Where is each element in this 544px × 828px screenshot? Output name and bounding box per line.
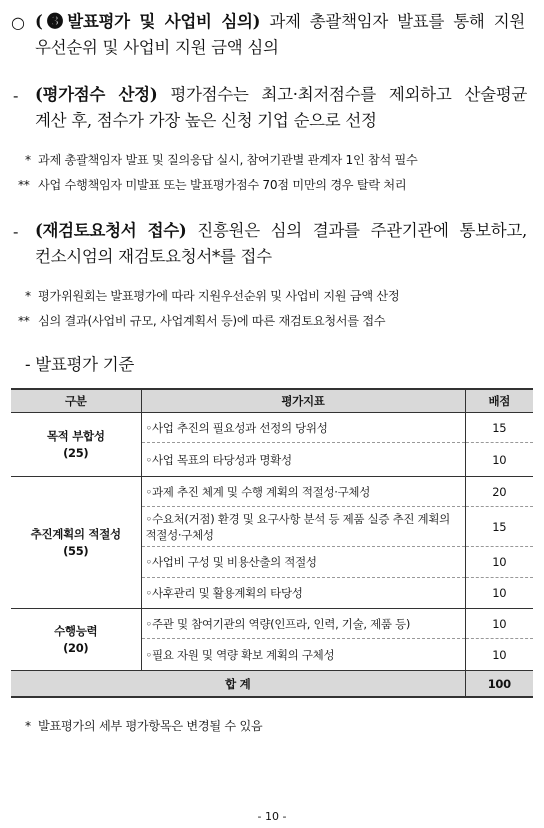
- table-header-row: [11, 389, 533, 413]
- indicator-cell: ◦수요처(거점) 환경 및 요구사항 분석 등 제품 실증 추진 계획의 적절성·구체성: [141, 507, 465, 547]
- category-cell: [11, 609, 141, 671]
- category-cell: [11, 477, 141, 609]
- section3-note-2: 심의 결과(사업비 규모, 사업계획서 등)에 따른 재검토요청서를 접수: [38, 314, 386, 328]
- section2-note-2: 사업 수행책임자 미발표 또는 발표평가점수 70점 미만의 경우 탈락 처리: [38, 178, 407, 192]
- header-indicator: 평가지표: [141, 389, 465, 413]
- criteria-table: [11, 388, 533, 698]
- section1-title: 발표평가 및 사업비 심의): [67, 12, 261, 31]
- category-name: 추진계획의 적절성: [30, 526, 121, 541]
- category-cell: [11, 413, 141, 477]
- score-cell: 20: [465, 477, 533, 507]
- indicator-cell: ◦사업 추진의 필요성과 선정의 당위성: [141, 413, 465, 443]
- total-label: 합 계: [11, 671, 465, 698]
- note-mark: **: [18, 178, 30, 192]
- category-points: (20): [63, 640, 89, 655]
- score-cell: 15: [465, 507, 533, 547]
- table-row: [11, 477, 533, 507]
- section3-text: [35, 218, 527, 270]
- score-cell: 10: [465, 547, 533, 578]
- table-row: [11, 413, 533, 443]
- section1-line2: 우선순위 및 사업비 지원 금액 심의: [35, 38, 279, 57]
- indicator-cell: ◦과제 추진 체계 및 수행 계획의 적절성·구체성: [141, 477, 465, 507]
- section2-title: (평가점수 산정): [35, 85, 158, 104]
- indicator-cell: ◦사후관리 및 활용계획의 타당성: [141, 578, 465, 609]
- score-cell: 10: [465, 443, 533, 477]
- note-mark: *: [25, 289, 31, 303]
- bullet-circle: ○: [11, 13, 25, 32]
- category-name: 수행능력: [54, 623, 98, 638]
- score-cell: 15: [465, 413, 533, 443]
- section2-text: [35, 82, 527, 134]
- score-cell: 10: [465, 609, 533, 639]
- section3-title: (재검토요청서 접수): [35, 221, 187, 240]
- note-mark: *: [25, 153, 31, 167]
- score-cell: 10: [465, 578, 533, 609]
- header-category: 구분: [11, 389, 141, 413]
- section1-title-open: (: [35, 12, 43, 31]
- section1-number: ❸: [42, 12, 68, 31]
- indicator-cell: ◦필요 자원 및 역량 확보 계획의 구체성: [141, 639, 465, 671]
- indicator-cell: ◦사업 목표의 타당성과 명확성: [141, 443, 465, 477]
- section3-line2: 컨소시엄의 재검토요청서*를 접수: [35, 247, 272, 266]
- category-points: (25): [63, 445, 89, 460]
- footnote-mark: *: [25, 719, 31, 733]
- score-cell: 10: [465, 639, 533, 671]
- dash-marker: -: [13, 222, 19, 241]
- section2-line1: 평가점수는 최고·최저점수를 제외하고 산술평균: [170, 85, 528, 104]
- footnote-text: 발표평가의 세부 평가항목은 변경될 수 있음: [38, 719, 263, 733]
- section1-text: [35, 9, 525, 61]
- page-number: - 10 -: [257, 810, 287, 823]
- section3-note-1: 평가위원회는 발표평가에 따라 지원우선순위 및 사업비 지원 금액 산정: [38, 289, 400, 303]
- section2-note-1: 과제 총괄책임자 발표 및 질의응답 실시, 참여기관별 관계자 1인 참석 필수: [38, 153, 418, 167]
- header-score: 배점: [465, 389, 533, 413]
- table-total-row: [11, 671, 533, 698]
- criteria-heading: - 발표평가 기준: [25, 355, 134, 374]
- indicator-cell: ◦주관 및 참여기관의 역량(인프라, 인력, 기술, 제품 등): [141, 609, 465, 639]
- category-points: (55): [63, 543, 89, 558]
- category-name: 목적 부합성: [46, 428, 105, 443]
- dash-marker: -: [13, 86, 19, 105]
- section3-line1: 진흥원은 심의 결과를 주관기관에 통보하고,: [197, 221, 527, 240]
- indicator-cell: ◦사업비 구성 및 비용산출의 적절성: [141, 547, 465, 578]
- section1-line1: 과제 총괄책임자 발표를 통해 지원: [269, 12, 525, 31]
- note-mark: **: [18, 314, 30, 328]
- section2-line2: 계산 후, 점수가 가장 높은 신청 기업 순으로 선정: [35, 111, 377, 130]
- total-score: 100: [465, 671, 533, 698]
- table-row: [11, 609, 533, 639]
